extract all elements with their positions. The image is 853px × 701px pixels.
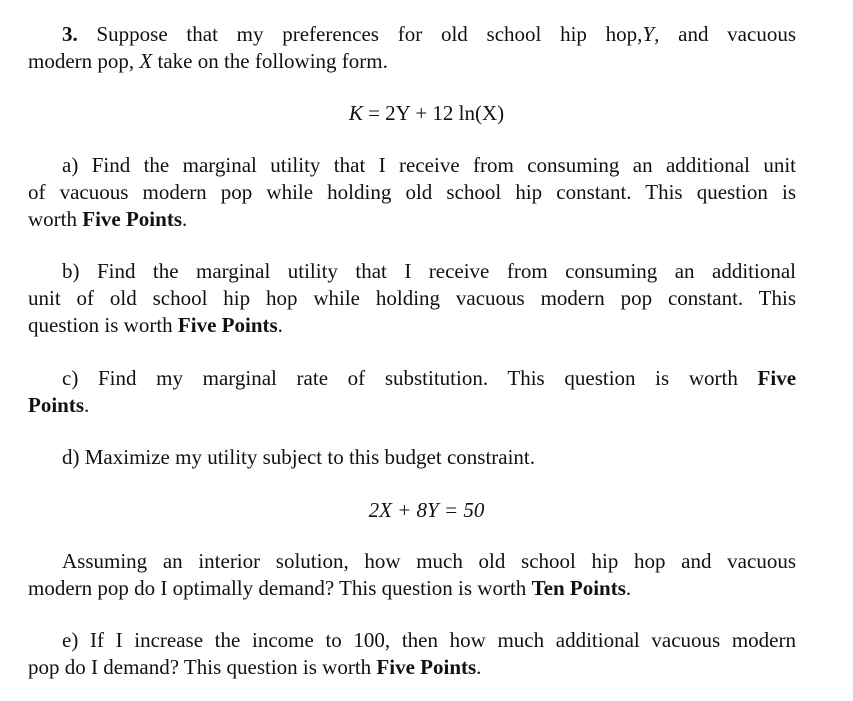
part-a-points: Five Points [82, 207, 182, 231]
part-b-line-2: unit of old school hip hop while holding vacuous modern pop constant. This [28, 286, 796, 310]
part-d-line-2: Assuming an interior solution, how much old school hip hop and vacuous [62, 549, 796, 573]
problem-number: 3. [62, 22, 78, 46]
part-c-points-1: Five [757, 366, 797, 390]
part-d-continued [28, 548, 796, 602]
part-e-line-2: pop do I demand? This question is worth Five Points. [28, 655, 482, 679]
part-d-line-3: modern pop do I optimally demand? This question is worth Ten Points. [28, 576, 632, 600]
part-a-line-3: worth Five Points. [28, 207, 188, 231]
part-d-line-1: d) Maximize my utility subject to this budget constraint. [62, 445, 536, 469]
part-d-points: Ten Points [531, 576, 626, 600]
part-e-line-1: e) If I increase the income to 100, then how much additional vacuous modern [62, 628, 796, 652]
part-a-line-1: a) Find the marginal utility that I receive from consuming an additional unit [62, 153, 796, 177]
budget-constraint: 2X + 8Y = 50 [368, 498, 485, 522]
part-d [28, 444, 796, 471]
part-c-points-2: Points [28, 393, 85, 417]
part-e-points: Five Points [376, 655, 477, 679]
part-c-line-2: Points. [28, 393, 90, 417]
intro-line-1: 3. Suppose that my preferences for old school hip hop,Y, and vacuous [62, 22, 796, 46]
part-e [28, 627, 796, 681]
problem-intro [28, 21, 796, 75]
part-c-line-1: c) Find my marginal rate of substitution. This question is worth Five [62, 366, 797, 390]
part-c [28, 365, 796, 419]
part-b-points: Five Points [177, 313, 278, 337]
part-b-line-1: b) Find the marginal utility that I receive from consuming an additional [62, 259, 796, 283]
part-a-line-2: of vacuous modern pop while holding old school hip constant. This question is [28, 180, 796, 204]
utility-equation: K = 2Y + 12 ln(X) [348, 101, 505, 125]
part-b-line-3: question is worth Five Points. [28, 313, 283, 337]
part-a [28, 152, 796, 233]
intro-line-2: modern pop, X take on the following form. [28, 49, 388, 73]
part-b [28, 258, 796, 339]
